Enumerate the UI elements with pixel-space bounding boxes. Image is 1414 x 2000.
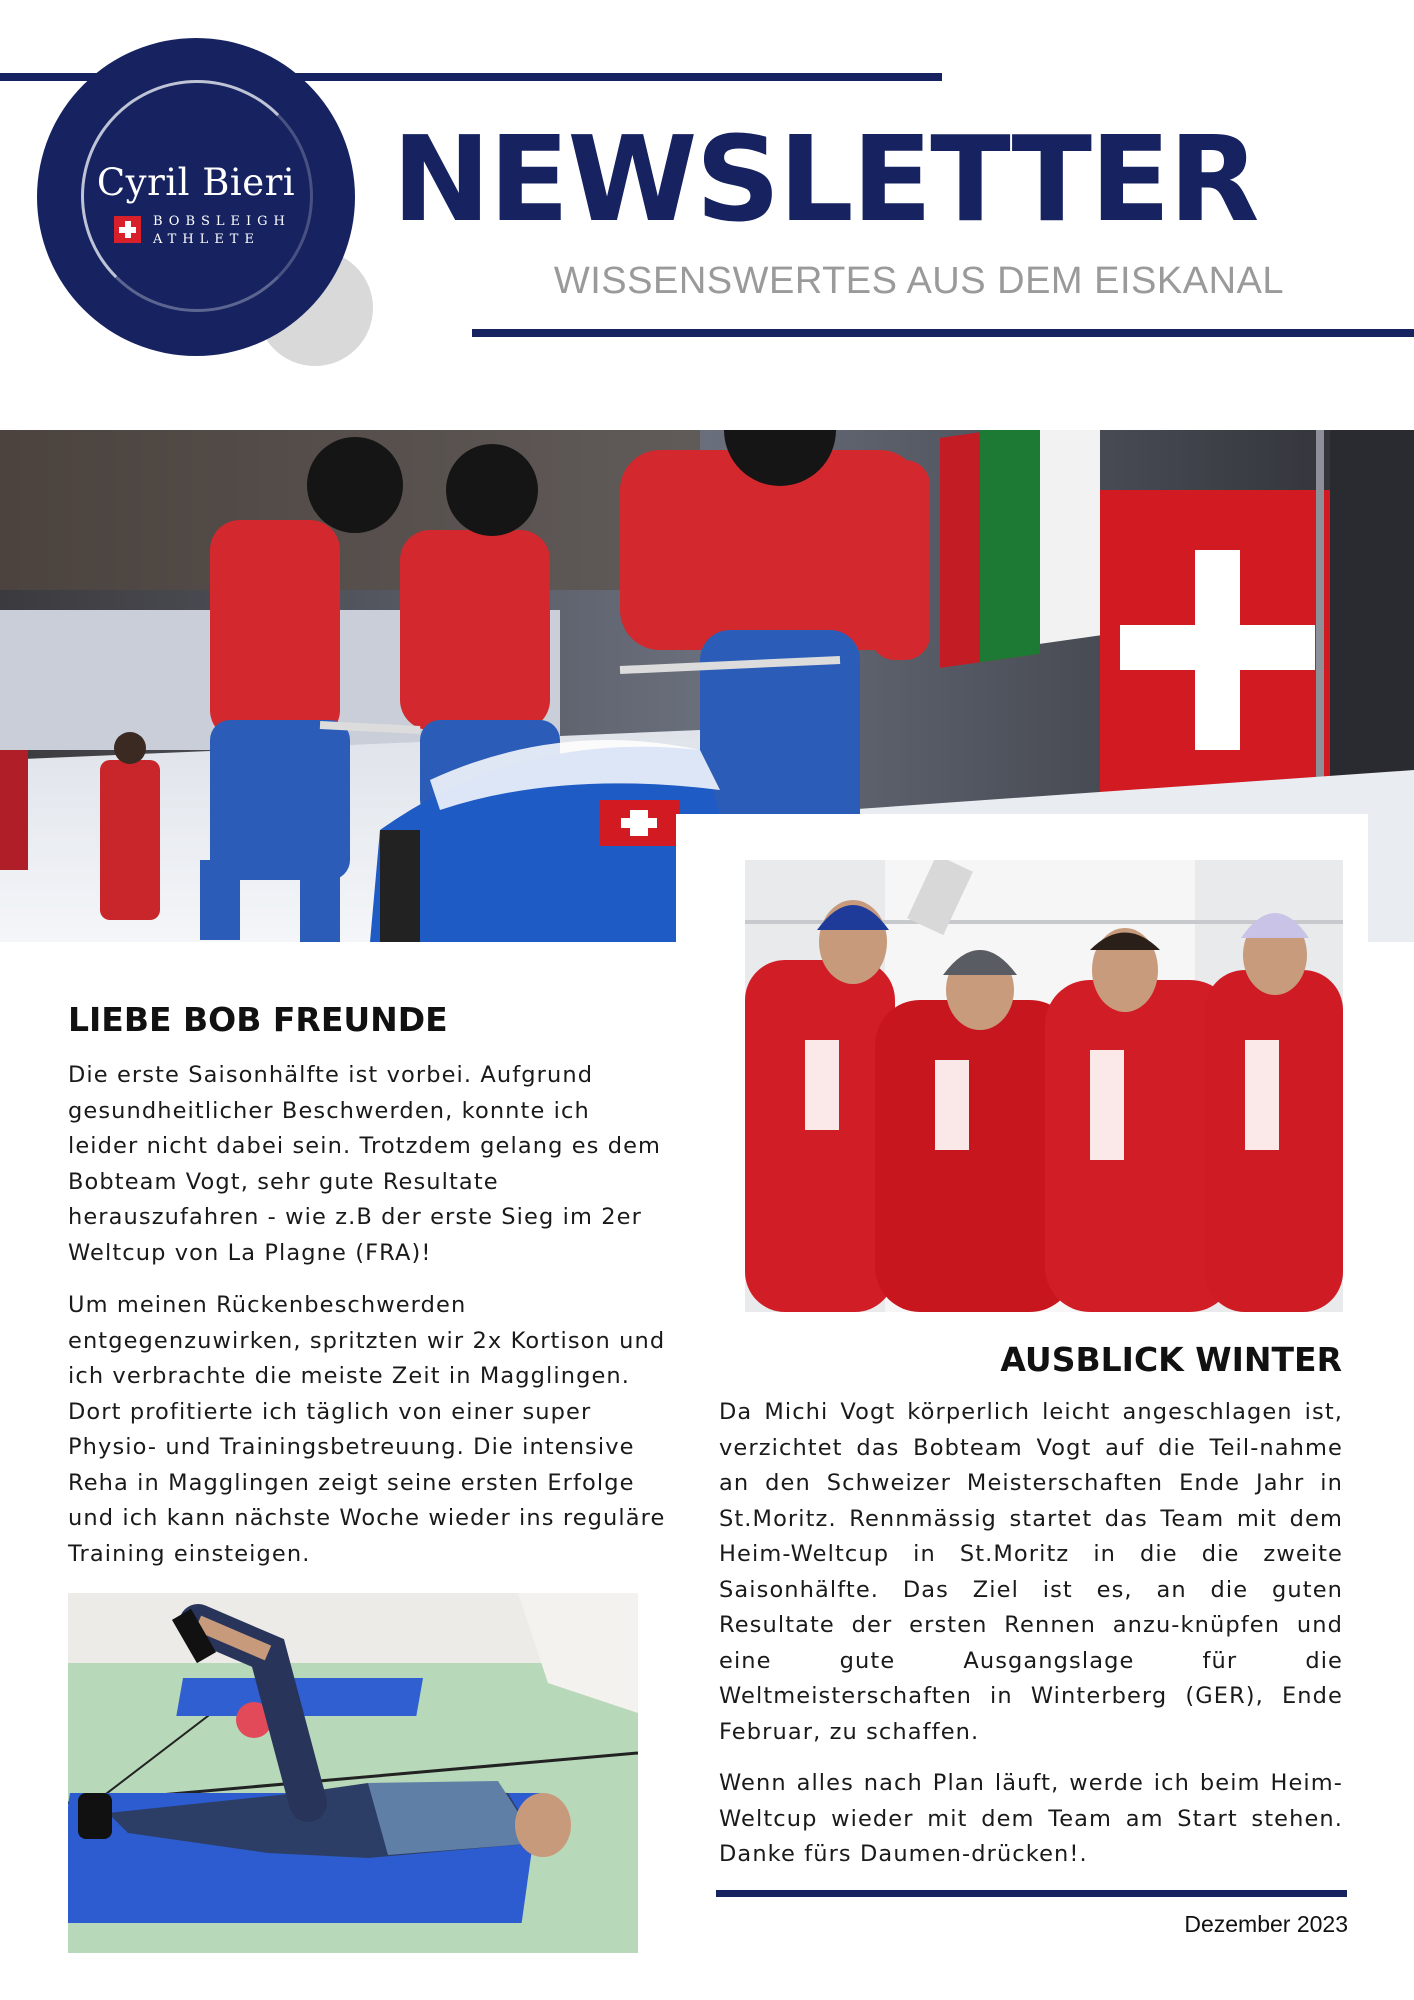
left-column-paragraph-1: Die erste Saisonhälfte ist vorbei. Aufgrund gesundheitlicher Beschwerden, konnte ich leider nicht dabei sein. Trotzdem gelang es dem Bobteam Vogt, sehr gute Resultate herauszufahren - wie z.B der erste Sieg im 2er Weltcup von La Plagne (FRA)! (68, 1062, 662, 1266)
logo-name: Cyril Bieri (96, 161, 296, 204)
team-photo-red-jackets (745, 860, 1343, 1312)
issue-date: Dezember 2023 (1184, 1911, 1348, 1937)
left-column-paragraph-2: Um meinen Rückenbeschwerden entgegenzuwirken, spritzten wir 2x Kortison und ich verbrachte die meiste Zeit in Magglingen. Dort profitierte ich täglich von einer super Physio- und Trainingsbetreuung. Die intensive Reha in Magglingen zeigt seine ersten Erfolge und ich kann nächste Woche wieder ins reguläre Training einsteigen. (68, 1292, 666, 1567)
right-column-paragraph-1: Da Michi Vogt körperlich leicht angeschlagen ist, verzichtet das Bobteam Vogt auf die Teil-nahme an den Schweizer Meisterschaften Ende Jahr in St.Moritz. Rennmässig startet das Team mit dem Heim-Weltcup in St.Moritz in die die zweite Saisonhälfte. Das Ziel ist es, an die guten Resultate der ersten Rennen anzu-knüpfen und eine gute Ausgangslage für die Weltmeisterschaften in Winterberg (GER), Ende Februar, zu schaffen. (719, 1399, 1343, 1745)
footer-rule (716, 1890, 1347, 1897)
newsletter-subtitle: WISSENSWERTES AUS DEM EISKANAL (553, 260, 1284, 302)
logo-subtitle-line1: BOBSLEIGH (153, 214, 291, 229)
left-column-heading: LIEBE BOB FREUNDE (68, 1000, 448, 1039)
newsletter-title: NEWSLETTER (392, 110, 1258, 248)
right-column-heading: AUSBLICK WINTER (1000, 1340, 1342, 1379)
rehab-training-photo (68, 1593, 638, 1953)
right-column-paragraph-2: Wenn alles nach Plan läuft, werde ich beim Heim-Weltcup wieder mit dem Team am Start stehen. Danke fürs Daumen-drücken!. (719, 1770, 1343, 1867)
swiss-flag-icon (114, 216, 141, 243)
logo-subtitle-line2: ATHLETE (153, 232, 260, 247)
logo (37, 38, 355, 356)
header-bottom-rule (472, 329, 1414, 337)
